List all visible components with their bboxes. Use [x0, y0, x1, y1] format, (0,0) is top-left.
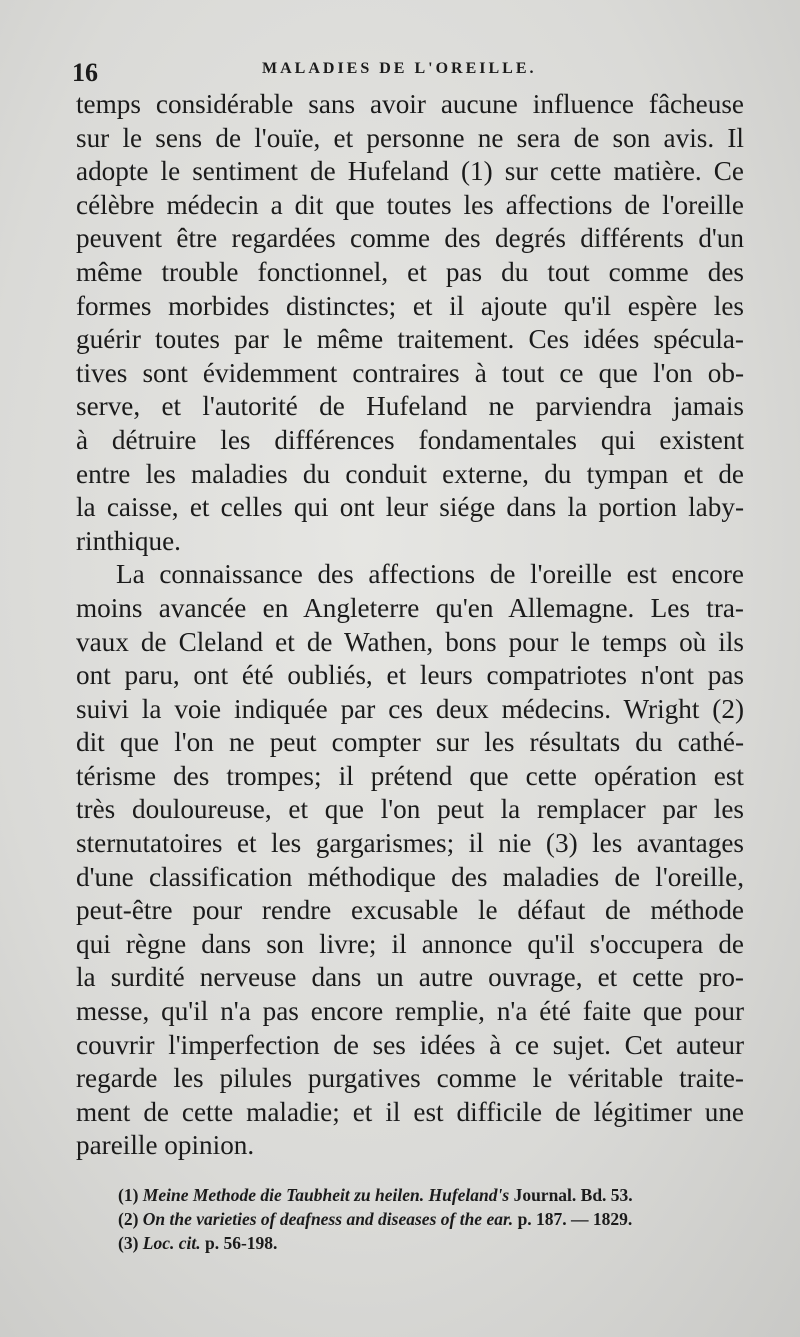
text-line: sternutatoires et les gargarismes; il nie (3) les avantages	[76, 828, 744, 859]
footnote-title: Loc. cit.	[142, 1233, 201, 1253]
running-head: MALADIES DE L'OREILLE.	[262, 60, 537, 77]
text-line: formes morbides distinctes; et il ajoute qu'il espère les	[76, 290, 744, 321]
text-line: messe, qu'il n'a pas encore remplie, n'a été faite que pour	[76, 996, 744, 1027]
footnote-marker: (2)	[118, 1209, 139, 1229]
footnotes	[118, 1183, 748, 1255]
page-header	[72, 52, 752, 92]
text-line: entre les maladies du conduit externe, du tympan et de	[76, 458, 744, 489]
paragraph	[76, 558, 744, 1163]
text-line: pareille opinion.	[76, 1130, 255, 1161]
text-line: adopte le sentiment de Hufeland (1) sur cette matière. Ce	[76, 156, 744, 187]
body-text	[76, 88, 744, 1163]
text-line: couvrir l'imperfection de ses idées à ce sujet. Cet auteur	[76, 1029, 744, 1060]
footnote	[118, 1207, 748, 1231]
text-line: sur le sens de l'ouïe, et personne ne sera de son avis. Il	[76, 122, 744, 153]
text-line: peuvent être regardées comme des degrés différents d'un	[76, 223, 744, 254]
text-line: ont paru, ont été oubliés, et leurs compatriotes n'ont pas	[76, 660, 744, 691]
text-line: ment de cette maladie; et il est difficile de légitimer une	[76, 1096, 744, 1127]
footnote-title: On the varieties of deafness and diseases of the ear.	[142, 1209, 514, 1229]
text-line: temps considérable sans avoir aucune influence fâcheuse	[76, 89, 744, 119]
text-line: térisme des trompes; il prétend que cette opération est	[76, 760, 744, 791]
text-line: rinthique.	[76, 525, 181, 556]
footnote-marker: (3)	[118, 1233, 139, 1253]
text-line: très douloureuse, et que l'on peut la remplacer par les	[76, 794, 744, 825]
text-line: La connaissance des affections de l'oreille est encore	[116, 559, 744, 590]
text-line: guérir toutes par le même traitement. Ces idées spécula-	[76, 324, 744, 355]
footnote-reference: p. 56-198.	[200, 1233, 278, 1253]
text-line: peut-être pour rendre excusable le défaut de méthode	[76, 895, 744, 926]
text-line: à détruire les différences fondamentales qui existent	[76, 424, 744, 455]
text-line: célèbre médecin a dit que toutes les affections de l'oreille	[76, 189, 744, 220]
text-line: regarde les pilules purgatives comme le véritable traite-	[76, 1063, 744, 1094]
text-line: tives sont évidemment contraires à tout ce que l'on ob-	[76, 357, 744, 388]
footnote-marker: (1)	[118, 1185, 139, 1205]
text-line: suivi la voie indiquée par ces deux médecins. Wright (2)	[76, 693, 744, 724]
footnote-title: Meine Methode die Taubheit zu heilen. Hufeland's	[142, 1185, 510, 1205]
text-line: serve, et l'autorité de Hufeland ne parviendra jamais	[76, 391, 744, 422]
text-line: la surdité nerveuse dans un autre ouvrage, et cette pro-	[76, 962, 744, 993]
text-line: dit que l'on ne peut compter sur les résultats du cathé-	[76, 727, 744, 758]
text-line: même trouble fonctionnel, et pas du tout comme des	[76, 256, 744, 287]
page-number: 16	[72, 58, 98, 87]
text-line: d'une classification méthodique des maladies de l'oreille,	[76, 861, 744, 892]
text-line: vaux de Cleland et de Wathen, bons pour le temps où ils	[76, 626, 744, 657]
paragraph	[76, 88, 744, 558]
text-line: moins avancée en Angleterre qu'en Allemagne. Les tra-	[76, 592, 744, 623]
footnote-reference: p. 187. — 1829.	[513, 1209, 633, 1229]
footnote-reference: Journal. Bd. 53.	[509, 1185, 633, 1205]
footnote	[118, 1183, 748, 1207]
text-line: la caisse, et celles qui ont leur siége dans la portion laby-	[76, 492, 744, 523]
text-line: qui règne dans son livre; il annonce qu'il s'occupera de	[76, 928, 744, 959]
footnote	[118, 1231, 748, 1255]
